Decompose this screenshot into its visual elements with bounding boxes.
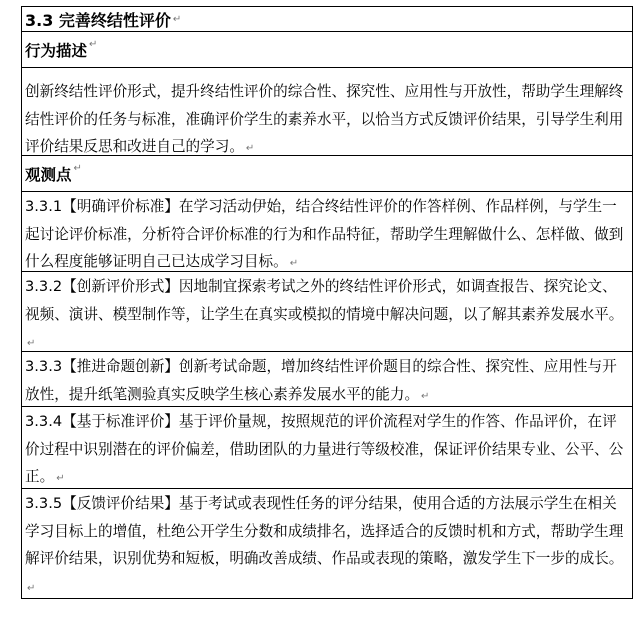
paragraph-mark-icon: ↵ (73, 163, 82, 174)
behavior-description-row (21, 68, 633, 156)
observation-item-text: 3.3.4【基于标准评价】基于评价量规，按照规范的评价流程对学生的作答、作品评价，在评价过程中识别潜在的评价偏差，借助团队的力量进行等级校准，保证评价结果专业、公平、公正。 (25, 413, 624, 485)
behavior-heading: 行为描述 (25, 42, 88, 60)
paragraph-mark-icon: ↵ (289, 258, 299, 269)
paragraph-mark-icon: ↵ (27, 338, 36, 349)
paragraph-mark-icon: ↵ (27, 582, 36, 594)
section-title-row (21, 6, 633, 32)
paragraph-mark-icon: ↵ (245, 143, 255, 154)
observation-item-text: 3.3.3【推进命题创新】创新考试命题，增加终结性评价题目的综合性、探究性、应用性与开放性，提升纸笔测验真实反映学生核心素养发展水平的能力。 (25, 358, 617, 403)
section-title: 3.3 完善终结性评价 (25, 10, 171, 30)
paragraph-mark-icon: ↵ (172, 13, 182, 25)
observation-item (21, 352, 633, 407)
observation-item-text: 3.3.5【反馈评价结果】基于考试或表现性任务的评分结果，使用合适的方法展示学生在相关学习目标上的增值，杜绝公开学生分数和成绩排名，选择适合的反馈时机和方式，帮助学生理解评价结果，识别优势和短板，明确改善成绩、作品或表现的策略，激发学生下一步的成长。 (25, 495, 624, 567)
behavior-heading-row (21, 32, 633, 68)
paragraph-mark-icon: ↵ (89, 39, 98, 50)
paragraph-mark-icon: ↵ (421, 390, 430, 402)
paragraph-mark-icon: ↵ (56, 473, 65, 484)
observation-item (21, 407, 633, 489)
observation-heading: 观测点 (25, 166, 72, 184)
behavior-description: 创新终结性评价形式，提升终结性评价的综合性、探究性、应用性与开放性，帮助学生理解终结性评价的任务与标准，准确评价学生的素养水平，以恰当方式反馈评价结果，引导学生利用评价结果反思和改进自己的学习。 (25, 83, 624, 155)
observation-item-text: 3.3.2【创新评价形式】因地制宜探索考试之外的终结性评价形式，如调查报告、探究论文、视频、演讲、模型制作等，让学生在真实或模拟的情境中解决问题，以了解其素养发展水平。 (25, 278, 624, 323)
observation-item (21, 272, 633, 352)
observation-item (21, 192, 633, 272)
observation-item-text: 3.3.1【明确评价标准】在学习活动伊始，结合终结性评价的作答样例、作品样例，与学生一起讨论评价标准，分析符合评价标准的行为和作品特征，帮助学生理解做什么、怎样做、做到什么程度能够证明自己已达成学习目标。 (25, 198, 624, 270)
observation-item (21, 489, 633, 599)
evaluation-table (21, 6, 633, 599)
